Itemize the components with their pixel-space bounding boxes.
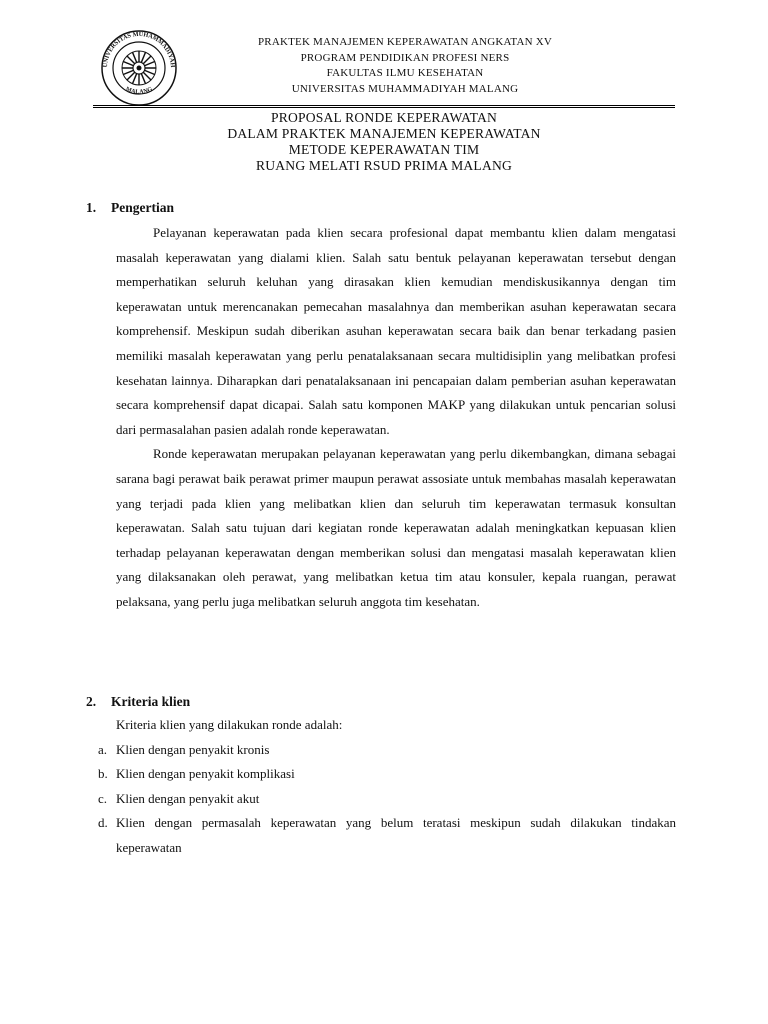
header-divider [93,107,675,108]
list-intro: Kriteria klien yang dilakukan ronde adalah: [116,717,343,732]
institution-line: UNIVERSITAS MUHAMMADIYAH MALANG [291,82,519,95]
criteria-list [98,738,676,861]
title-line: RUANG MELATI RSUD PRIMA MALANG [256,158,512,173]
list-marker: a. [98,741,108,757]
section-number: 1. [86,200,97,215]
logo-text-top: UNIVERSITAS MUHAMMADIYAH [101,30,177,68]
list-item [98,762,676,787]
letterhead [0,0,768,112]
list-marker: b. [98,766,108,782]
university-logo [93,28,185,108]
title-line: DALAM PRAKTEK MANAJEMEN KEPERAWATAN [227,126,541,141]
list-item-text: Klien dengan penyakit kronis [116,741,270,757]
section-pengertian [86,198,676,615]
institution-line: PROGRAM PENDIDIKAN PROFESI NERS [300,51,510,64]
title-line: METODE KEPERAWATAN TIM [288,142,480,157]
institution-line: FAKULTAS ILMU KESEHATAN [326,67,484,79]
title-line: PROPOSAL RONDE KEPERAWATAN [270,110,498,125]
section-title: Kriteria klien [111,694,191,709]
list-marker: c. [98,790,108,806]
institution-lines [210,35,600,97]
logo-text-bottom: MALANG [124,85,154,96]
list-item [98,738,676,763]
institution-line: PRAKTEK MANAJEMEN KEPERAWATAN ANGKATAN XV [257,36,552,48]
list-item-text: Klien dengan permasalah keperawatan yang belum teratasi meskipun sudah dilakukan tindakan keperawatan [116,815,676,855]
list-item [98,787,676,812]
section-title: Pengertian [111,200,174,215]
list-item-text: Klien dengan penyakit akut [116,790,260,806]
paragraph: Ronde keperawatan merupakan pelayanan keperawatan yang perlu dikembangkan, dimana sebagai sarana bagi perawat baik perawat primer maupun perawat assosiate untuk membahas masalah keperawatan yang terjadi pada klien yang melibatkan klien dan seluruh tim keperawatan termasuk konsultan keperawatan. Salah satu tujuan dari kegiatan ronde keperawatan adalah meningkatkan kepuasan klien terhadap pelayanan keperawatan dengan memberikan solusi dan mengatasi masalah keperawatan klien yang dilaksanakan oleh perawat, yang melibatkan ketua tim atau konsuler, kepala ruangan, perawat pelaksana, yang perlu juga melibatkan seluruh anggota tim kesehatan. [116,446,676,609]
document-title [100,110,668,174]
section-heading [86,692,676,712]
list-item [98,811,676,860]
section-kriteria-klien [86,692,676,861]
list-marker: d. [98,815,108,831]
header-divider [93,105,675,106]
paragraph: Pelayanan keperawatan pada klien secara profesional dapat membantu klien dalam mengatasi masalah keperawatan yang dialami klien. Salah satu bentuk pelayanan keperawatan tersebut dengan memperhatikan seluruh keluhan yang dirasakan klien kemudian mendiskusikannya dengan tim keperawatan untuk merencanakan pemecahan masalahnya dan memberikan asuhan keperawatan secara komprehensif. Meskipun sudah diberikan asuhan keperawatan secara baik dan benar terkadang pasien memiliki masalah keperawatan yang perlu penatalaksanaan secara multidisiplin yang melibatkan profesi kesehatan lainnya. Diharapkan dari penatalaksanaan ini pencapaian dalam pemberian asuhan keperawatan secara komprehensif dapat dicapai. Salah satu komponen MAKP yang dilakukan untuk pencarian solusi dari permasalahan pasien adalah ronde keperawatan. [116,225,676,437]
list-item-text: Klien dengan penyakit komplikasi [116,766,295,782]
section-number: 2. [86,694,97,709]
section-heading [86,198,676,218]
svg-text:MALANG [125,86,154,96]
